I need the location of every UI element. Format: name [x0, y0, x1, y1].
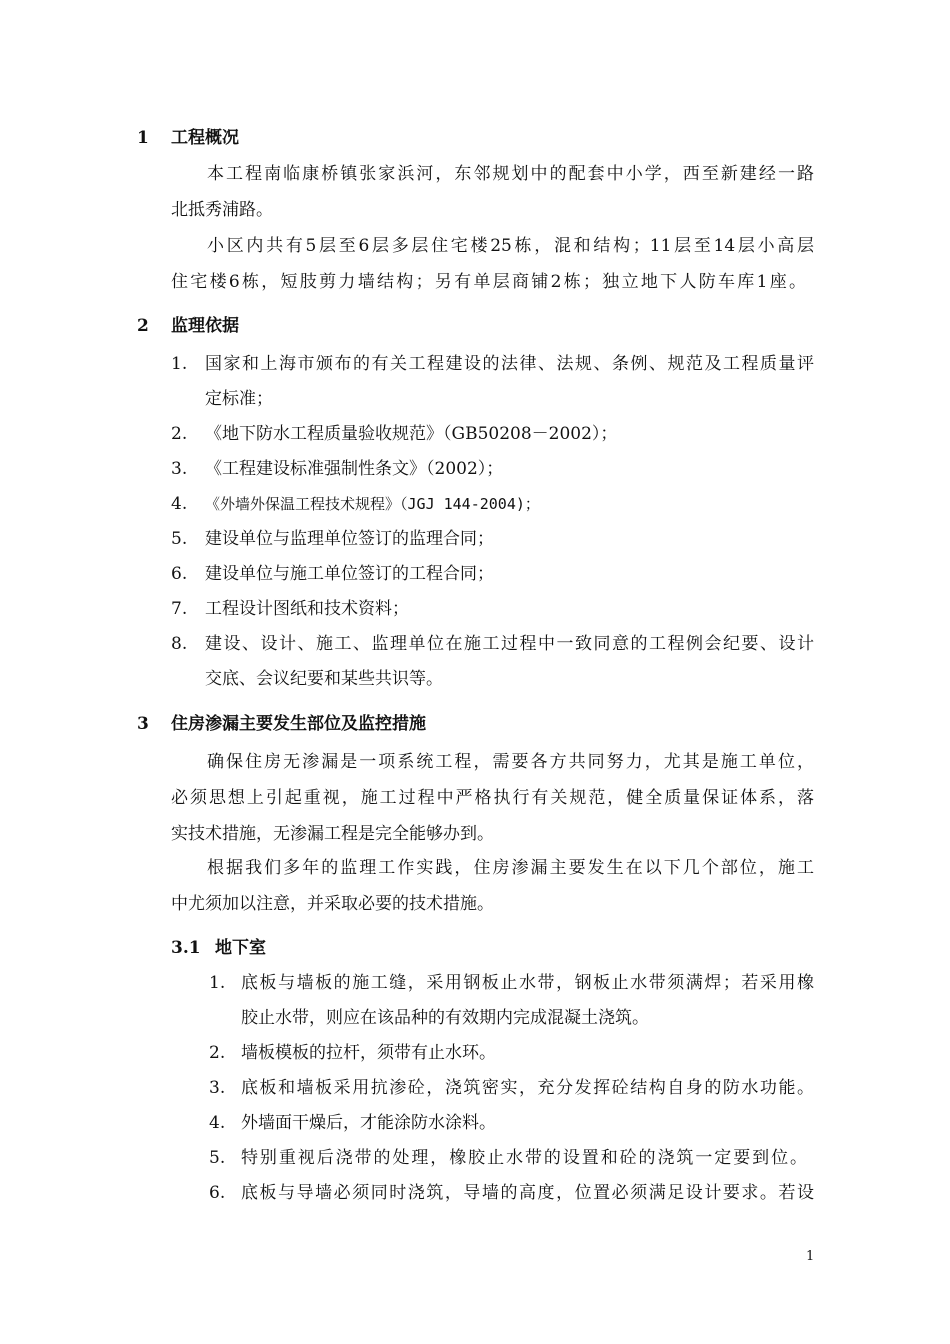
section-2-item-6-text: 建设单位与施工单位签订的工程合同； [205, 564, 494, 584]
subsection-3-1-item-3-text: 底板和墙板采用抗渗砼，浇筑密实，充分发挥砼结构自身的防水功能。 [241, 1078, 814, 1098]
section-2-item-5-text: 建设单位与监理单位签订的监理合同； [205, 529, 494, 549]
section-2-item-4-number: 4. [171, 494, 188, 514]
subsection-3-1-item-4-text: 外墙面干燥后，才能涂防水涂料。 [241, 1113, 496, 1133]
subsection-3-1-item-1-line-1: 底板与墙板的施工缝，采用钢板止水带，钢板止水带须满焊；若采用橡 [241, 973, 814, 993]
section-2-item-4-text: 《外墙外保温工程技术规程》（JGJ 144-2004)； [205, 495, 540, 513]
section-2-title: 监理依据 [171, 316, 239, 336]
section-2-number: 2 [137, 316, 149, 336]
subsection-3-1-item-6-number: 6. [209, 1183, 226, 1203]
section-2-item-8-line-2: 交底、会议纪要和某些共识等。 [205, 669, 443, 689]
section-2-item-8-line-1: 建设、设计、施工、监理单位在施工过程中一致同意的工程例会纪要、设计 [205, 634, 814, 654]
section-2-item-1-number: 1. [171, 354, 188, 374]
section-2-item-1-line-2: 定标准； [205, 389, 273, 409]
section-2-item-5-number: 5. [171, 529, 188, 549]
subsection-3-1-title: 地下室 [215, 938, 266, 958]
subsection-3-1-number: 3.1 [171, 938, 201, 958]
section-2-item-2-number: 2. [171, 424, 188, 444]
section-2-item-7-text: 工程设计图纸和技术资料； [205, 599, 409, 619]
section-1-paragraph-2-line-2: 住宅楼6栋，短肢剪力墙结构；另有单层商铺2栋；独立地下人防车库1座。 [171, 272, 806, 292]
subsection-3-1-item-2-number: 2. [209, 1043, 226, 1063]
section-3-title: 住房渗漏主要发生部位及监控措施 [171, 714, 426, 734]
section-2-item-6-number: 6. [171, 564, 188, 584]
subsection-3-1-item-2-text: 墙板模板的拉杆，须带有止水环。 [241, 1043, 496, 1063]
section-2-item-3-text: 《工程建设标准强制性条文》（2002）； [205, 459, 504, 479]
section-1-paragraph-1-line-2: 北抵秀浦路。 [171, 200, 273, 220]
subsection-3-1-item-6-text: 底板与导墙必须同时浇筑，导墙的高度，位置必须满足设计要求。若设 [241, 1183, 814, 1203]
subsection-3-1-item-3-number: 3. [209, 1078, 226, 1098]
section-3-number: 3 [137, 714, 149, 734]
section-1-paragraph-2-line-1: 小区内共有5层至6层多层住宅楼25栋，混和结构；11层至14层小高层 [207, 236, 814, 256]
subsection-3-1-item-5-text: 特别重视后浇带的处理，橡胶止水带的设置和砼的浇筑一定要到位。 [241, 1148, 807, 1168]
section-3-paragraph-1-line-1: 确保住房无渗漏是一项系统工程，需要各方共同努力，尤其是施工单位， [207, 752, 814, 772]
section-2-item-1-line-1: 国家和上海市颁布的有关工程建设的法律、法规、条例、规范及工程质量评 [205, 354, 814, 374]
section-2-item-2-text: 《地下防水工程质量验收规范》（GB50208－2002）； [205, 424, 618, 444]
page-number: 1 [806, 1249, 815, 1264]
section-2-item-8-number: 8. [171, 634, 188, 654]
section-3-paragraph-2-line-2: 中尤须加以注意，并采取必要的技术措施。 [171, 894, 494, 914]
section-1-paragraph-1-line-1: 本工程南临康桥镇张家浜河，东邻规划中的配套中小学，西至新建经一路 [207, 164, 814, 184]
section-1-title: 工程概况 [171, 128, 239, 148]
subsection-3-1-item-4-number: 4. [209, 1113, 226, 1133]
subsection-3-1-item-1-number: 1. [209, 973, 226, 993]
section-1-number: 1 [137, 128, 149, 148]
section-2-item-7-number: 7. [171, 599, 188, 619]
section-3-paragraph-1-line-3: 实技术措施，无渗漏工程是完全能够办到。 [171, 824, 494, 844]
subsection-3-1-item-5-number: 5. [209, 1148, 226, 1168]
section-3-paragraph-1-line-2: 必须思想上引起重视，施工过程中严格执行有关规范，健全质量保证体系，落 [171, 788, 814, 808]
section-3-paragraph-2-line-1: 根据我们多年的监理工作实践，住房渗漏主要发生在以下几个部位，施工 [207, 858, 814, 878]
section-2-item-3-number: 3. [171, 459, 188, 479]
subsection-3-1-item-1-line-2: 胶止水带，则应在该品种的有效期内完成混凝土浇筑。 [241, 1008, 649, 1028]
